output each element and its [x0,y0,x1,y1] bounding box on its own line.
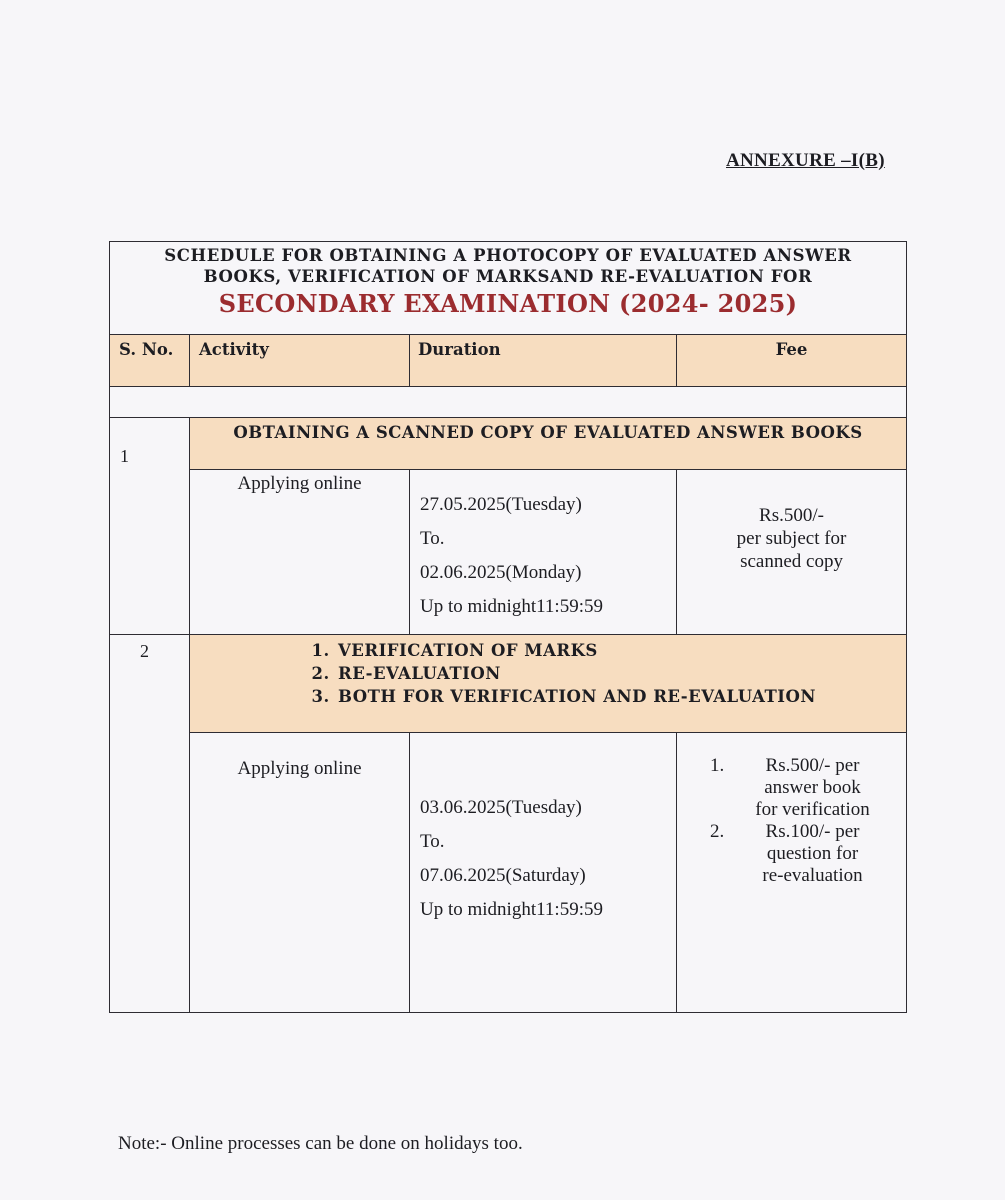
table-title [110,242,907,335]
schedule-table [109,241,907,1013]
section-1-number: 1 [110,418,190,635]
section-1-to: To. [420,528,445,549]
section-2-fee-item [729,821,906,887]
spacer-row [110,387,907,418]
section-1-activity: Applying online [190,470,410,635]
section-1-heading: OBTAINING A SCANNED COPY OF EVALUATED ANSWER BOOKS [190,418,907,470]
fee-line: question for [766,843,859,864]
section-2-duration [410,733,677,1013]
section-2-to: To. [420,831,445,852]
section-2-fee-item [729,755,906,821]
section-2-row [110,733,907,1013]
annexure-label: ANNEXURE –I(B) [726,150,885,171]
spacer-cell [110,387,907,418]
section-1-heading-row [110,418,907,470]
section-1-fee-line-2: per subject for [736,528,847,549]
section-2-end-date: 07.06.2025(Saturday) [420,865,586,886]
fee-line: re-evaluation [762,865,863,886]
section-2-heading-row [110,635,907,733]
section-2-fee [677,733,907,1013]
title-line-2: BOOKS, VERIFICATION OF MARKSAND RE-EVALUATION FOR [203,267,813,286]
section-1-fee [677,470,907,635]
header-row [110,335,907,387]
fee-line: answer book [764,777,861,798]
section-2-heading-item: 3. BOTH FOR VERIFICATION AND RE-EVALUATION [336,685,906,708]
header-activity: Activity [190,335,410,387]
header-sno: S. No. [110,335,190,387]
section-2-heading [190,635,907,733]
section-2-heading-item: 1. VERIFICATION OF MARKS [336,639,906,662]
section-1-start-date: 27.05.2025(Tuesday) [420,494,582,515]
section-2-start-date: 03.06.2025(Tuesday) [420,797,582,818]
section-2-activity: Applying online [190,733,410,1013]
section-2-number: 2 [110,635,190,1013]
section-2-deadline: Up to midnight11:59:59 [420,899,603,920]
section-1-deadline: Up to midnight11:59:59 [420,596,603,617]
section-1-fee-line-3: scanned copy [740,551,843,572]
exam-title: SECONDARY EXAMINATION (2024- 2025) [218,289,798,318]
fee-line: Rs.500/- per [765,755,860,776]
title-row [110,242,907,335]
header-duration: Duration [410,335,677,387]
section-2-heading-item: 2. RE-EVALUATION [336,662,906,685]
fee-line: for verification [755,799,870,820]
section-1-end-date: 02.06.2025(Monday) [420,562,582,583]
section-1-row [110,470,907,635]
title-line-1: SCHEDULE FOR OBTAINING A PHOTOCOPY OF EVALUATED ANSWER [164,246,852,265]
footer-note: Note:- Online processes can be done on holidays too. [118,1133,523,1154]
fee-line: Rs.100/- per [765,821,860,842]
section-1-duration [410,470,677,635]
section-1-fee-amount: Rs.500/- [759,505,824,526]
header-fee: Fee [677,335,907,387]
